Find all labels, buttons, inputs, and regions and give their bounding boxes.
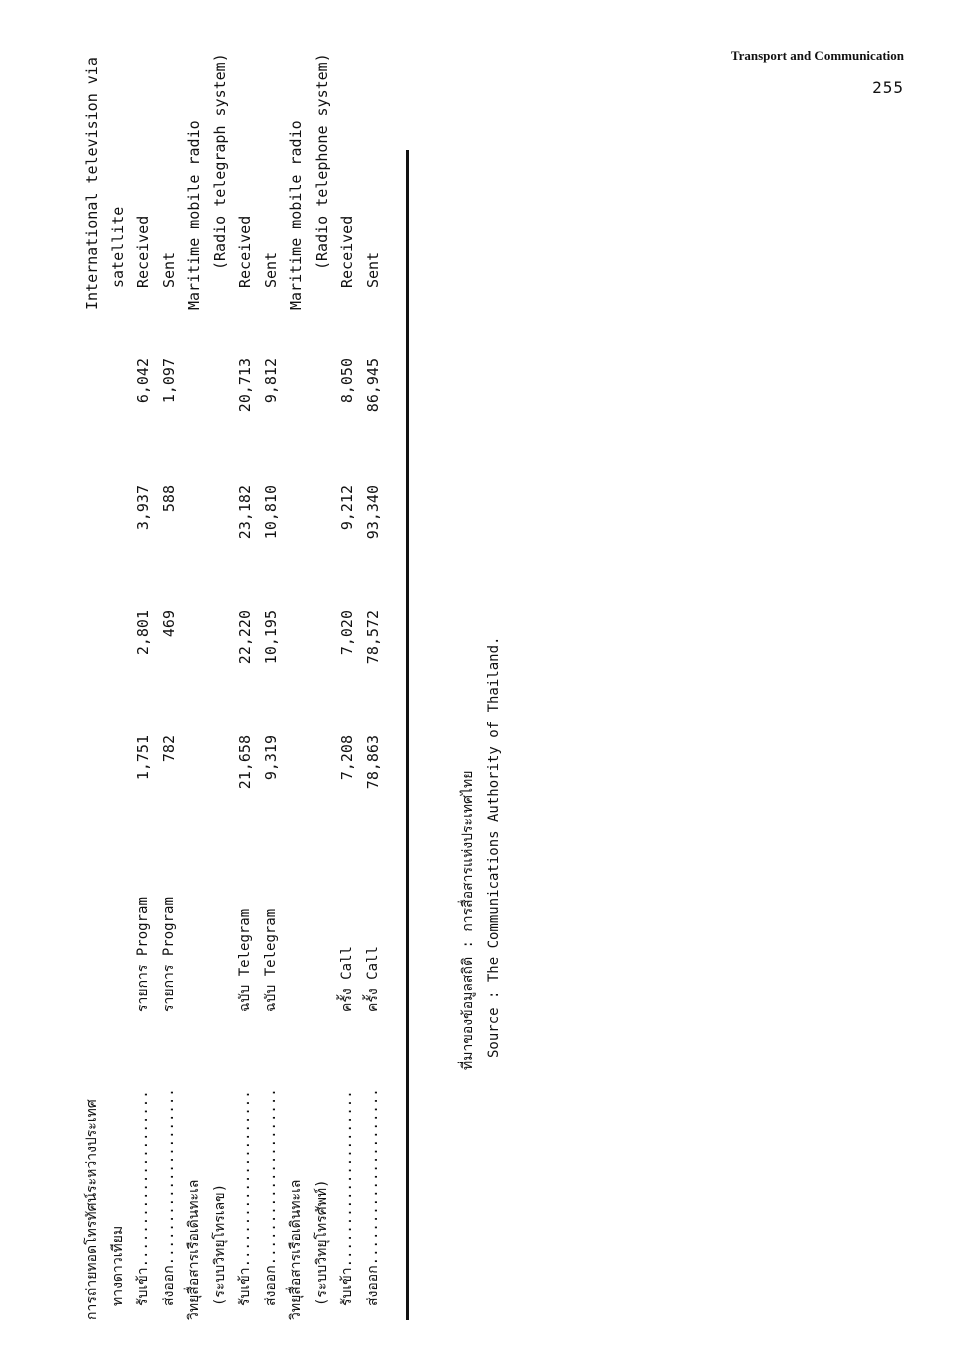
table-row <box>157 30 181 1320</box>
table-row <box>284 30 308 1320</box>
source-thai: ที่มาของข้อมูลสถิติ : การสื่อสารแห่งประเทศไทย <box>460 770 476 1070</box>
row-value: 2,801 <box>134 610 152 656</box>
table-row <box>182 30 206 1320</box>
row-value: 7,020 <box>338 610 356 656</box>
row-label-english: Received <box>236 215 254 288</box>
row-value: 78,863 <box>363 735 382 790</box>
row-label-english: Maritime mobile radio <box>287 120 305 310</box>
row-label-thai: รับเข้า..................... <box>237 1090 253 1306</box>
row-unit: ฉบับ Telegram <box>262 908 279 1012</box>
table-row <box>233 30 257 1320</box>
row-label-english: (Radio telegraph system) <box>210 53 229 270</box>
statistics-table <box>80 30 390 1320</box>
row-value: 469 <box>159 610 178 638</box>
row-unit: รายการ Program <box>160 897 177 1012</box>
row-label-english: (Radio telephone system) <box>312 53 331 270</box>
table-row <box>106 30 130 1320</box>
source-note <box>455 560 515 1070</box>
row-label-thai: (ระบบวิทยุโทรเลข) <box>211 1183 228 1306</box>
row-value: 782 <box>159 735 178 763</box>
row-unit: ครั้ง Call <box>364 946 381 1012</box>
row-label-thai: (ระบบวิทยุโทรศัพท์) <box>313 1179 330 1306</box>
row-value: 1,751 <box>134 735 152 781</box>
row-value: 21,658 <box>236 735 254 790</box>
page-header-title: Transport and Communication <box>730 48 904 63</box>
row-value: 9,212 <box>338 485 356 531</box>
row-value: 10,810 <box>261 485 280 540</box>
row-value: 3,937 <box>134 485 152 531</box>
row-label-thai: วิทยุสื่อสารเรือเดินทะเล <box>288 1179 304 1320</box>
row-label-thai: การถ่ายทอดโทรทัศน์ระหว่างประเทศ <box>84 1099 100 1320</box>
row-label-english: Sent <box>261 251 280 288</box>
row-unit: ฉบับ Telegram <box>237 908 253 1012</box>
table-row <box>208 30 232 1320</box>
row-value: 93,340 <box>363 485 382 540</box>
row-value: 86,945 <box>363 358 382 413</box>
row-value: 1,097 <box>159 358 178 404</box>
table-row <box>259 30 283 1320</box>
row-label-thai: รับเข้า..................... <box>339 1090 355 1306</box>
page-number: 255 <box>872 78 904 97</box>
row-label-thai: ส่งออก..................... <box>160 1088 177 1306</box>
source-english: Source : The Communications Authority of Thailand. <box>486 636 502 1058</box>
row-value: 10,195 <box>261 610 280 665</box>
table-row <box>310 30 334 1320</box>
row-value: 9,319 <box>261 735 280 781</box>
row-value: 23,182 <box>236 485 254 540</box>
row-value: 588 <box>159 485 178 513</box>
divider-rule <box>406 150 409 1320</box>
row-unit: ครั้ง Call <box>339 946 355 1012</box>
row-label-thai: ส่งออก..................... <box>364 1088 381 1306</box>
table-row <box>335 30 359 1320</box>
row-value: 22,220 <box>236 610 254 665</box>
row-label-english: Maritime mobile radio <box>185 120 203 310</box>
row-value: 20,713 <box>236 358 254 413</box>
row-label-english: Sent <box>159 251 178 288</box>
row-label-english: Received <box>338 215 356 288</box>
row-value: 7,208 <box>338 735 356 781</box>
row-value: 6,042 <box>134 358 152 404</box>
row-label-english: Sent <box>363 251 382 288</box>
row-label-english: satellite <box>108 206 127 288</box>
row-value: 78,572 <box>363 610 382 665</box>
row-value: 9,812 <box>261 358 280 404</box>
row-unit: รายการ Program <box>135 897 151 1012</box>
row-value: 8,050 <box>338 358 356 404</box>
table-row <box>361 30 385 1320</box>
row-label-thai: ทางดาวเทียม <box>109 1225 126 1306</box>
row-label-english: Received <box>134 215 152 288</box>
row-label-english: International television via <box>83 57 101 310</box>
table-row <box>131 30 155 1320</box>
table-row <box>80 30 104 1320</box>
row-label-thai: ส่งออก..................... <box>262 1088 279 1306</box>
row-label-thai: วิทยุสื่อสารเรือเดินทะเล <box>186 1179 202 1320</box>
row-label-thai: รับเข้า..................... <box>135 1090 151 1306</box>
